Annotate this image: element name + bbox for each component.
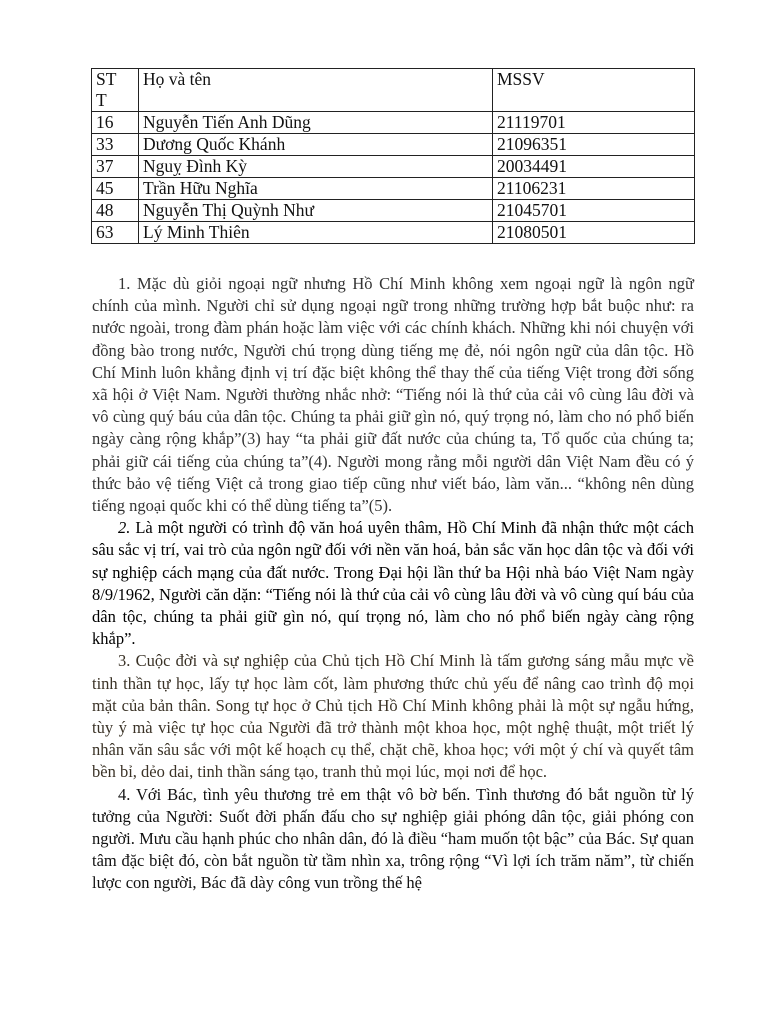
- cell-stt: 37: [92, 156, 139, 178]
- table-row: [92, 134, 695, 156]
- cell-stt: 16: [92, 112, 139, 134]
- cell-stt: 33: [92, 134, 139, 156]
- cell-mssv: 21119701: [493, 112, 695, 134]
- cell-mssv: 21045701: [493, 200, 695, 222]
- body-text: [92, 273, 694, 895]
- table-row: [92, 178, 695, 200]
- cell-name: Trần Hữu Nghĩa: [139, 178, 493, 200]
- table-header-row: [92, 69, 695, 112]
- paragraph-2: [92, 517, 694, 650]
- paragraph-2-text: Là một người có trình độ văn hoá uyên thâm, Hồ Chí Minh đã nhận thức một cách sâu sắc vị trí, vai trò của ngôn ngữ đối với nền văn hoá, bản sắc văn học dân tộc và đối với sự nghiệp cách mạng của đất nước. Trong Đại hội lần thứ ba Hội nhà báo Việt Nam ngày 8/9/1962, Người căn dặn: “Tiếng nói là thứ của cải vô cùng lâu đời và vô cùng quí báu của dân tộc, chúng ta phải giữ gìn nó, quí trọng nó, làm cho nó phổ biến ngày càng rộng khắp”.: [92, 518, 694, 649]
- paragraph-2-number: 2.: [118, 518, 131, 538]
- student-table: [91, 68, 695, 244]
- cell-stt: 63: [92, 222, 139, 244]
- cell-mssv: 21106231: [493, 178, 695, 200]
- paragraph-1: 1. Mặc dù giỏi ngoại ngữ nhưng Hồ Chí Minh không xem ngoại ngữ là ngôn ngữ chính của mình. Người chỉ sử dụng ngoại ngữ trong những trường hợp bắt buộc như: ra nước ngoài, trong đàm phán hoặc làm việc với các chính khách. Những khi nói chuyện với đồng bào trong nước, Người chú trọng dùng tiếng mẹ đẻ, nói ngôn ngữ của dân tộc. Hồ Chí Minh luôn khẳng định vị trí đặc biệt không thể thay thế của tiếng Việt trong đời sống xã hội ở Việt Nam. Người thường nhắc nhở: “Tiếng nói là thứ của cải vô cùng lâu đời và vô cùng quý báu của dân tộc. Chúng ta phải giữ gìn nó, quý trọng nó, làm cho nó phổ biến ngày càng rộng khắp”(3) hay “ta phải giữ đất nước của chúng ta, Tổ quốc của chúng ta; phải giữ cái tiếng của chúng ta”(4). Người mong rằng mỗi người dân Việt Nam đều có ý thức bảo vệ tiếng Việt cả trong giao tiếp cũng như viết báo, làm văn... “không nên dùng tiếng ngoại quốc khi có thể dùng tiếng ta”(5).: [92, 274, 694, 516]
- cell-stt: 45: [92, 178, 139, 200]
- cell-name: Nguỵ Đình Kỳ: [139, 156, 493, 178]
- header-stt: ST T: [92, 69, 139, 112]
- table-row: [92, 112, 695, 134]
- cell-name: Nguyễn Thị Quỳnh Như: [139, 200, 493, 222]
- paragraph-3: 3. Cuộc đời và sự nghiệp của Chủ tịch Hồ Chí Minh là tấm gương sáng mẫu mực về tinh thần tự học, lấy tự học làm cốt, làm phương thức chủ yếu để nâng cao trình độ mọi mặt của bản thân. Song tự học ở Chủ tịch Hồ Chí Minh không phải là một sự ngẫu hứng, tùy ý mà việc tự học của Người đã trở thành một khoa học, một nghệ thuật, một triết lý nhân văn sâu sắc với một kế hoạch cụ thể, chặt chẽ, khoa học; với một ý chí và quyết tâm bền bỉ, dẻo dai, tinh thần sáng tạo, tranh thủ mọi lúc, mọi nơi để học.: [92, 651, 694, 782]
- cell-name: Dương Quốc Khánh: [139, 134, 493, 156]
- header-name: Họ và tên: [139, 69, 493, 112]
- cell-mssv: 20034491: [493, 156, 695, 178]
- table-row: [92, 156, 695, 178]
- table-row: [92, 222, 695, 244]
- cell-stt: 48: [92, 200, 139, 222]
- table-row: [92, 200, 695, 222]
- paragraph-4: 4. Với Bác, tình yêu thương trẻ em thật vô bờ bến. Tình thương đó bắt nguồn từ lý tưởng của Người: Suốt đời phấn đấu cho sự nghiệp giải phóng dân tộc, giải phóng con người. Mưu cầu hạnh phúc cho nhân dân, đó là điều “ham muốn tột bậc” của Bác. Sự quan tâm đặc biệt đó, còn bắt nguồn từ tầm nhìn xa, trông rộng “Vì lợi ích trăm năm”, từ chiến lược con người, Bác đã dày công vun trồng thế hệ: [92, 784, 694, 893]
- cell-mssv: 21080501: [493, 222, 695, 244]
- cell-mssv: 21096351: [493, 134, 695, 156]
- cell-name: Nguyễn Tiến Anh Dũng: [139, 112, 493, 134]
- cell-name: Lý Minh Thiên: [139, 222, 493, 244]
- header-mssv: MSSV: [493, 69, 695, 112]
